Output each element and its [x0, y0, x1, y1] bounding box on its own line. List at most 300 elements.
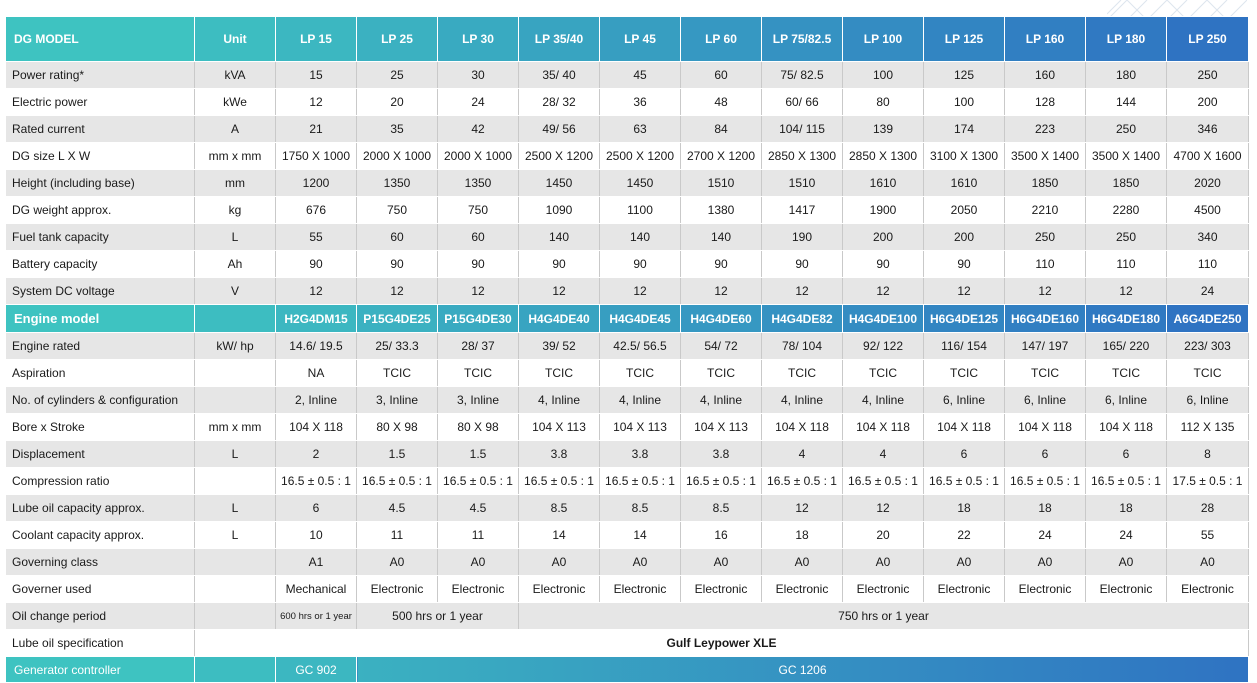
table-cell: 346 [1167, 116, 1249, 143]
table-cell: 250 [1005, 224, 1086, 251]
table-cell: 4 [762, 441, 843, 468]
table-cell: 11 [357, 522, 438, 549]
engine-model-cell: H4G4DE45 [600, 305, 681, 333]
table-cell: A1 [276, 549, 357, 576]
row-label: Oil change period [6, 603, 195, 630]
table-cell: 2850 X 1300 [762, 143, 843, 170]
table-cell: 35/ 40 [519, 62, 600, 89]
table-cell: 125 [924, 62, 1005, 89]
row-unit: Ah [195, 251, 276, 278]
table-cell: 1510 [762, 170, 843, 197]
table-cell: 104 X 118 [1005, 414, 1086, 441]
table-cell: TCIC [438, 360, 519, 387]
dg-model-header: DG MODEL [6, 17, 195, 62]
table-cell: 12 [600, 278, 681, 305]
table-cell: 147/ 197 [1005, 333, 1086, 360]
table-cell: Electronic [519, 576, 600, 603]
table-cell: 160 [1005, 62, 1086, 89]
table-cell: 750 [357, 197, 438, 224]
table-cell: 12 [843, 495, 924, 522]
table-cell: 90 [276, 251, 357, 278]
table-row [6, 116, 1249, 143]
table-cell: 36 [600, 89, 681, 116]
table-cell: 6, Inline [1005, 387, 1086, 414]
engine-model-cell: H6G4DE180 [1086, 305, 1167, 333]
row-unit [195, 603, 276, 630]
table-cell: 200 [843, 224, 924, 251]
table-cell: 24 [1086, 522, 1167, 549]
table-cell: TCIC [843, 360, 924, 387]
table-cell: 100 [843, 62, 924, 89]
table-cell: 42 [438, 116, 519, 143]
model-header-0: LP 15 [276, 17, 357, 62]
table-cell: A0 [1005, 549, 1086, 576]
row-unit [195, 468, 276, 495]
table-cell: 3100 X 1300 [924, 143, 1005, 170]
table-cell: 16.5 ± 0.5 : 1 [762, 468, 843, 495]
engine-model-cell: P15G4DE25 [357, 305, 438, 333]
table-cell: 104 X 118 [276, 414, 357, 441]
table-cell: 45 [600, 62, 681, 89]
table-cell: Electronic [762, 576, 843, 603]
engine-model-cell: H4G4DE40 [519, 305, 600, 333]
model-header-5: LP 60 [681, 17, 762, 62]
table-cell: TCIC [519, 360, 600, 387]
table-cell: A0 [681, 549, 762, 576]
table-cell: 1850 [1086, 170, 1167, 197]
table-cell: 25 [357, 62, 438, 89]
lube-spec-row [6, 630, 1249, 657]
table-cell: 16 [681, 522, 762, 549]
engine-model-cell: H4G4DE82 [762, 305, 843, 333]
table-cell: NA [276, 360, 357, 387]
table-cell: 18 [924, 495, 1005, 522]
table-cell: 28/ 32 [519, 89, 600, 116]
table-cell: TCIC [357, 360, 438, 387]
table-cell: 104 X 118 [924, 414, 1005, 441]
table-cell: Electronic [1005, 576, 1086, 603]
table-cell: 90 [843, 251, 924, 278]
table-cell: 2850 X 1300 [843, 143, 924, 170]
table-cell: 90 [681, 251, 762, 278]
table-cell: 12 [924, 278, 1005, 305]
table-cell: 104 X 118 [1086, 414, 1167, 441]
table-cell: 90 [762, 251, 843, 278]
table-cell: 24 [1167, 278, 1249, 305]
table-cell: 6, Inline [924, 387, 1005, 414]
engine-model-row [6, 305, 1249, 333]
row-label: Power rating* [6, 62, 195, 89]
table-cell: 24 [1005, 522, 1086, 549]
engine-model-cell: P15G4DE30 [438, 305, 519, 333]
table-cell: 22 [924, 522, 1005, 549]
table-cell: TCIC [762, 360, 843, 387]
table-row [6, 62, 1249, 89]
model-header-9: LP 160 [1005, 17, 1086, 62]
row-label: Bore x Stroke [6, 414, 195, 441]
table-cell: A0 [762, 549, 843, 576]
table-cell: 4, Inline [600, 387, 681, 414]
table-cell: 63 [600, 116, 681, 143]
table-cell: 2500 X 1200 [600, 143, 681, 170]
table-cell: 16.5 ± 0.5 : 1 [276, 468, 357, 495]
table-cell: 104 X 113 [681, 414, 762, 441]
table-cell: 11 [438, 522, 519, 549]
table-cell: 78/ 104 [762, 333, 843, 360]
model-header-8: LP 125 [924, 17, 1005, 62]
table-row [6, 414, 1249, 441]
table-cell: TCIC [1005, 360, 1086, 387]
model-header-1: LP 25 [357, 17, 438, 62]
table-row [6, 143, 1249, 170]
table-cell: 8.5 [600, 495, 681, 522]
table-cell: 100 [924, 89, 1005, 116]
table-cell: 3, Inline [438, 387, 519, 414]
table-cell: A0 [924, 549, 1005, 576]
row-unit: V [195, 278, 276, 305]
row-label: Compression ratio [6, 468, 195, 495]
table-cell: 21 [276, 116, 357, 143]
table-cell: Electronic [1086, 576, 1167, 603]
table-cell: 30 [438, 62, 519, 89]
table-cell: TCIC [681, 360, 762, 387]
table-cell: 12 [1005, 278, 1086, 305]
row-label: Aspiration [6, 360, 195, 387]
table-cell: 1900 [843, 197, 924, 224]
table-cell: 4.5 [357, 495, 438, 522]
table-cell: 1090 [519, 197, 600, 224]
table-cell: 223/ 303 [1167, 333, 1249, 360]
row-label: Governer used [6, 576, 195, 603]
table-cell: 16.5 ± 0.5 : 1 [1086, 468, 1167, 495]
row-label: DG weight approx. [6, 197, 195, 224]
row-label: No. of cylinders & configuration [6, 387, 195, 414]
table-cell: 190 [762, 224, 843, 251]
table-cell: 28 [1167, 495, 1249, 522]
row-label: Governing class [6, 549, 195, 576]
table-cell: 20 [843, 522, 924, 549]
table-cell: 4, Inline [843, 387, 924, 414]
row-label: Battery capacity [6, 251, 195, 278]
table-cell: Mechanical [276, 576, 357, 603]
table-cell: A0 [1086, 549, 1167, 576]
row-label: Lube oil capacity approx. [6, 495, 195, 522]
row-unit: L [195, 495, 276, 522]
table-cell: 1610 [924, 170, 1005, 197]
row-unit [195, 576, 276, 603]
table-row [6, 576, 1249, 603]
table-cell: 223 [1005, 116, 1086, 143]
row-unit: kW/ hp [195, 333, 276, 360]
table-cell: 1.5 [438, 441, 519, 468]
table-cell: 1350 [438, 170, 519, 197]
row-unit [195, 360, 276, 387]
table-cell: 104 X 113 [519, 414, 600, 441]
table-cell: 140 [600, 224, 681, 251]
table-cell: 110 [1086, 251, 1167, 278]
row-unit: L [195, 522, 276, 549]
table-cell: 1380 [681, 197, 762, 224]
table-cell: 104 X 118 [843, 414, 924, 441]
engine-model-cell: H6G4DE160 [1005, 305, 1086, 333]
table-cell: 2, Inline [276, 387, 357, 414]
table-cell: 80 X 98 [357, 414, 438, 441]
table-cell: A0 [843, 549, 924, 576]
table-cell: 80 [843, 89, 924, 116]
table-cell: 18 [1005, 495, 1086, 522]
table-cell: 80 X 98 [438, 414, 519, 441]
table-row [6, 224, 1249, 251]
header-row [6, 17, 1249, 62]
table-cell: 1450 [600, 170, 681, 197]
table-cell: 200 [1167, 89, 1249, 116]
table-cell: 4500 [1167, 197, 1249, 224]
table-cell: 12 [276, 278, 357, 305]
table-cell: 16.5 ± 0.5 : 1 [438, 468, 519, 495]
table-body [6, 62, 1249, 683]
table-cell: 110 [1167, 251, 1249, 278]
table-cell: 16.5 ± 0.5 : 1 [519, 468, 600, 495]
dg-spec-table [5, 16, 1249, 683]
table-cell: 20 [357, 89, 438, 116]
table-row [6, 278, 1249, 305]
table-row [6, 468, 1249, 495]
table-cell: 12 [762, 495, 843, 522]
table-cell: 39/ 52 [519, 333, 600, 360]
table-cell: 12 [1086, 278, 1167, 305]
table-cell: 1450 [519, 170, 600, 197]
table-cell: 140 [519, 224, 600, 251]
table-cell: 1100 [600, 197, 681, 224]
table-cell: 16.5 ± 0.5 : 1 [1005, 468, 1086, 495]
table-cell: 165/ 220 [1086, 333, 1167, 360]
table-row [6, 549, 1249, 576]
table-cell: A0 [519, 549, 600, 576]
table-row [6, 89, 1249, 116]
table-cell: 4, Inline [519, 387, 600, 414]
table-cell: A0 [438, 549, 519, 576]
row-unit: mm x mm [195, 414, 276, 441]
table-cell: 90 [357, 251, 438, 278]
row-unit: mm [195, 170, 276, 197]
table-cell: 60 [357, 224, 438, 251]
table-cell: 24 [438, 89, 519, 116]
table-cell: 16.5 ± 0.5 : 1 [681, 468, 762, 495]
row-label: Displacement [6, 441, 195, 468]
row-label: Height (including base) [6, 170, 195, 197]
controller-gc1206: GC 1206 [357, 657, 1249, 683]
row-label: DG size L X W [6, 143, 195, 170]
table-cell: 60/ 66 [762, 89, 843, 116]
table-cell: Electronic [438, 576, 519, 603]
table-cell: 750 [438, 197, 519, 224]
model-header-4: LP 45 [600, 17, 681, 62]
row-label: Lube oil specification [6, 630, 195, 657]
row-label: Engine rated [6, 333, 195, 360]
table-cell: 8.5 [681, 495, 762, 522]
table-cell: 2000 X 1000 [438, 143, 519, 170]
controller-label: Generator controller [6, 657, 195, 683]
model-header-10: LP 180 [1086, 17, 1167, 62]
table-cell: 3.8 [600, 441, 681, 468]
table-cell: 60 [438, 224, 519, 251]
table-row [6, 197, 1249, 224]
table-cell: 8 [1167, 441, 1249, 468]
table-cell: 112 X 135 [1167, 414, 1249, 441]
table-cell: 35 [357, 116, 438, 143]
engine-model-cell: H6G4DE125 [924, 305, 1005, 333]
table-cell: 2 [276, 441, 357, 468]
table-cell: 4700 X 1600 [1167, 143, 1249, 170]
model-header-3: LP 35/40 [519, 17, 600, 62]
table-cell: 144 [1086, 89, 1167, 116]
table-cell: 340 [1167, 224, 1249, 251]
table-cell: TCIC [924, 360, 1005, 387]
row-unit: A [195, 116, 276, 143]
table-cell: 16.5 ± 0.5 : 1 [924, 468, 1005, 495]
table-cell: 104 X 113 [600, 414, 681, 441]
table-cell: 3.8 [519, 441, 600, 468]
row-unit [195, 387, 276, 414]
table-cell: 28/ 37 [438, 333, 519, 360]
table-row [6, 333, 1249, 360]
table-row [6, 441, 1249, 468]
table-cell: 2210 [1005, 197, 1086, 224]
table-cell: 4 [843, 441, 924, 468]
table-cell: 2050 [924, 197, 1005, 224]
table-cell: 90 [600, 251, 681, 278]
table-cell: 12 [762, 278, 843, 305]
engine-model-cell: A6G4DE250 [1167, 305, 1249, 333]
table-cell: Electronic [1167, 576, 1249, 603]
table-cell: Electronic [600, 576, 681, 603]
model-header-2: LP 30 [438, 17, 519, 62]
engine-model-cell: H2G4DM15 [276, 305, 357, 333]
table-cell: 12 [681, 278, 762, 305]
model-header-7: LP 100 [843, 17, 924, 62]
table-row [6, 170, 1249, 197]
table-cell: 250 [1167, 62, 1249, 89]
table-cell: 75/ 82.5 [762, 62, 843, 89]
engine-model-label: Engine model [6, 305, 195, 333]
table-cell: 14.6/ 19.5 [276, 333, 357, 360]
table-cell: 6, Inline [1167, 387, 1249, 414]
table-cell: 140 [681, 224, 762, 251]
table-cell: 18 [762, 522, 843, 549]
table-cell: 92/ 122 [843, 333, 924, 360]
table-cell: 1350 [357, 170, 438, 197]
table-cell: 6 [924, 441, 1005, 468]
table-cell: Electronic [357, 576, 438, 603]
table-cell: 12 [519, 278, 600, 305]
table-cell: 116/ 154 [924, 333, 1005, 360]
table-cell: 84 [681, 116, 762, 143]
table-cell: TCIC [600, 360, 681, 387]
oil-change-lp15: 600 hrs or 1 year [276, 603, 357, 630]
table-row [6, 522, 1249, 549]
table-cell: 2000 X 1000 [357, 143, 438, 170]
table-cell: 12 [276, 89, 357, 116]
table-cell: 128 [1005, 89, 1086, 116]
table-cell: 16.5 ± 0.5 : 1 [357, 468, 438, 495]
table-cell: 3.8 [681, 441, 762, 468]
table-cell: 60 [681, 62, 762, 89]
oil-change-lp25-30: 500 hrs or 1 year [357, 603, 519, 630]
table-cell: 90 [519, 251, 600, 278]
oil-change-rest: 750 hrs or 1 year [519, 603, 1249, 630]
table-cell: 48 [681, 89, 762, 116]
table-cell: 10 [276, 522, 357, 549]
table-cell: 6 [1086, 441, 1167, 468]
table-cell: 4, Inline [762, 387, 843, 414]
table-cell: 4, Inline [681, 387, 762, 414]
table-header [6, 17, 1249, 62]
oil-change-row [6, 603, 1249, 630]
table-cell: 250 [1086, 116, 1167, 143]
controller-unit [195, 657, 276, 683]
table-cell: 1417 [762, 197, 843, 224]
table-row [6, 495, 1249, 522]
table-cell: 2020 [1167, 170, 1249, 197]
table-cell: 14 [519, 522, 600, 549]
table-cell: 16.5 ± 0.5 : 1 [600, 468, 681, 495]
table-cell: 1510 [681, 170, 762, 197]
table-cell: 15 [276, 62, 357, 89]
table-cell: 2280 [1086, 197, 1167, 224]
row-label: Rated current [6, 116, 195, 143]
controller-gc902: GC 902 [276, 657, 357, 683]
row-label: Electric power [6, 89, 195, 116]
table-cell: 54/ 72 [681, 333, 762, 360]
table-cell: 18 [1086, 495, 1167, 522]
table-cell: 2500 X 1200 [519, 143, 600, 170]
table-cell: 104/ 115 [762, 116, 843, 143]
model-header-6: LP 75/82.5 [762, 17, 843, 62]
table-cell: 90 [924, 251, 1005, 278]
table-cell: TCIC [1167, 360, 1249, 387]
table-cell: 6 [276, 495, 357, 522]
table-cell: 6 [1005, 441, 1086, 468]
table-cell: 17.5 ± 0.5 : 1 [1167, 468, 1249, 495]
table-cell: 6, Inline [1086, 387, 1167, 414]
table-cell: 174 [924, 116, 1005, 143]
engine-model-cell: H4G4DE60 [681, 305, 762, 333]
table-row [6, 251, 1249, 278]
table-cell: 25/ 33.3 [357, 333, 438, 360]
table-cell: 1610 [843, 170, 924, 197]
table-cell: 2700 X 1200 [681, 143, 762, 170]
table-cell: 12 [843, 278, 924, 305]
table-cell: 3, Inline [357, 387, 438, 414]
table-cell: 3500 X 1400 [1086, 143, 1167, 170]
table-cell: 12 [357, 278, 438, 305]
table-cell: 3500 X 1400 [1005, 143, 1086, 170]
table-cell: Electronic [681, 576, 762, 603]
table-cell: A0 [600, 549, 681, 576]
table-cell: 49/ 56 [519, 116, 600, 143]
controller-row [6, 657, 1249, 683]
table-cell: 12 [438, 278, 519, 305]
model-header-11: LP 250 [1167, 17, 1249, 62]
table-cell: 55 [276, 224, 357, 251]
table-cell: 110 [1005, 251, 1086, 278]
lube-spec-value: Gulf Leypower XLE [195, 630, 1249, 657]
row-unit: mm x mm [195, 143, 276, 170]
engine-model-cell: H4G4DE100 [843, 305, 924, 333]
row-label: Fuel tank capacity [6, 224, 195, 251]
table-row [6, 360, 1249, 387]
table-cell: 8.5 [519, 495, 600, 522]
